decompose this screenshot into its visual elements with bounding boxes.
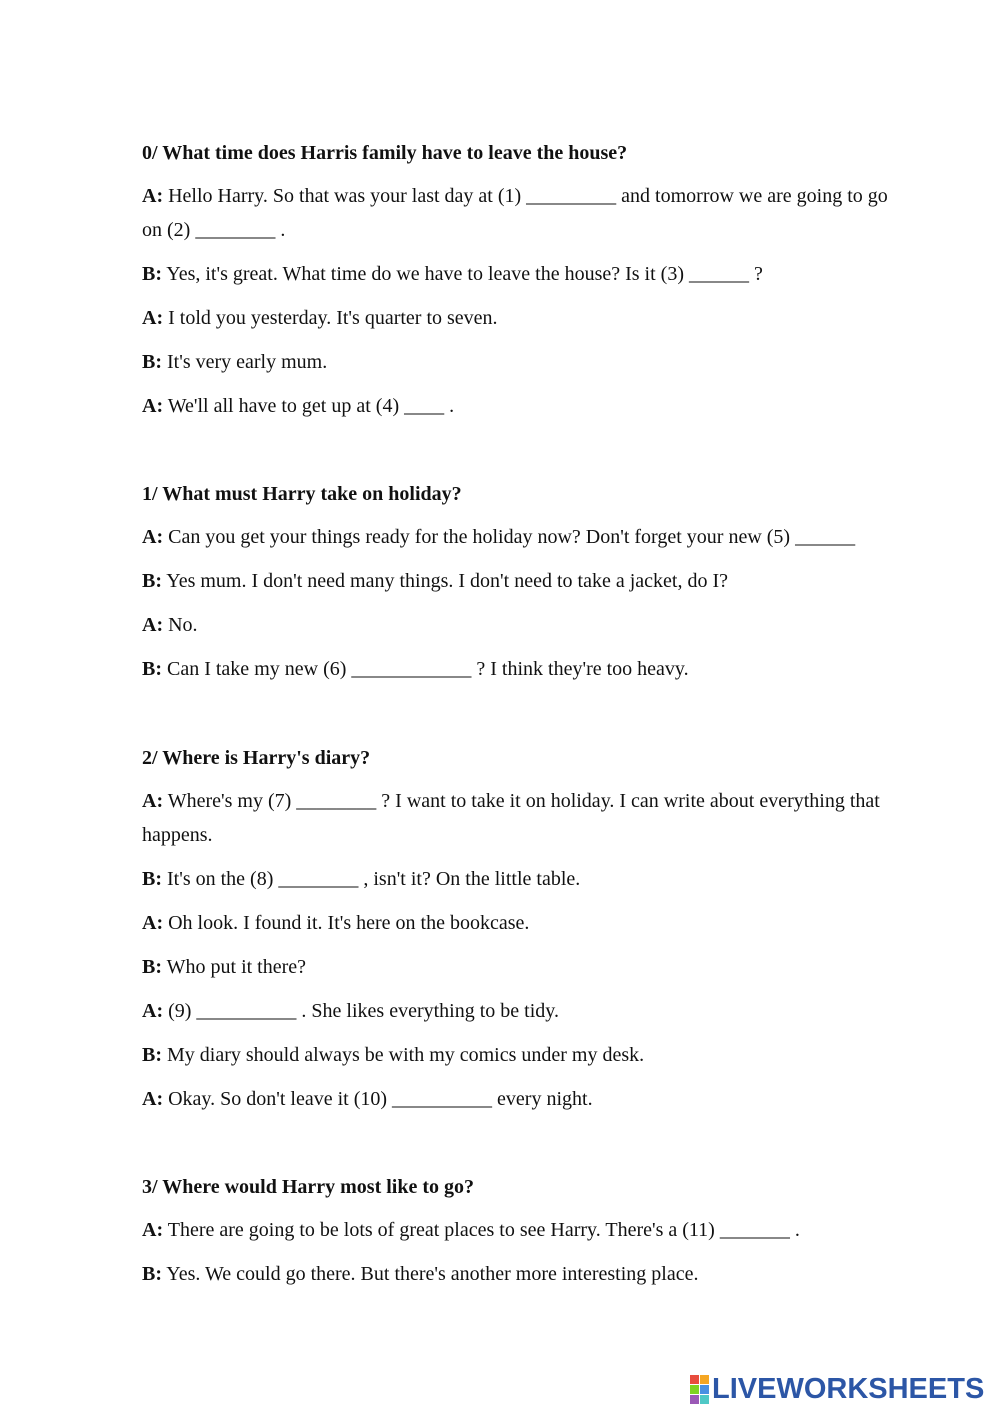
logo-block — [690, 1395, 699, 1404]
speaker-label: B: — [142, 1044, 162, 1066]
line-text: Yes mum. I don't need many things. I don't need to take a jacket, do I? — [162, 570, 728, 592]
section-1 — [142, 478, 912, 686]
section-heading: 1/ What must Harry take on holiday? — [142, 483, 462, 505]
line-text: Hello Harry. So that was your last day at (1) _________ and tomorrow we are going to go on (2) ________ . — [142, 185, 888, 241]
logo-blocks-icon — [690, 1375, 709, 1404]
line-text: No. — [163, 614, 198, 636]
line-text: Okay. So don't leave it (10) __________ every night. — [163, 1088, 593, 1110]
line-text: It's very early mum. — [162, 351, 328, 373]
speaker-label: A: — [142, 912, 164, 934]
dialogue-line — [142, 1257, 912, 1291]
speaker-label: B: — [142, 868, 162, 890]
logo-text: LIVEWORKSHEETS — [712, 1372, 985, 1405]
line-text: Oh look. I found it. It's here on the bookcase. — [163, 912, 530, 934]
speaker-label: B: — [142, 658, 162, 680]
line-text: My diary should always be with my comics under my desk. — [162, 1044, 645, 1066]
section-0 — [142, 137, 912, 423]
dialogue-line — [142, 520, 912, 554]
speaker-label: B: — [142, 1263, 162, 1285]
line-text: (9) __________ . She likes everything to be tidy. — [163, 1000, 559, 1022]
speaker-label: A: — [142, 185, 164, 207]
speaker-label: B: — [142, 956, 162, 978]
dialogue-line — [142, 1213, 912, 1247]
line-text: Where's my (7) ________ ? I want to take it on holiday. I can write about everything that happens. — [142, 790, 880, 846]
speaker-label: A: — [142, 1088, 164, 1110]
dialogue-line — [142, 906, 912, 940]
dialogue-line — [142, 862, 912, 896]
dialogue-line — [142, 345, 912, 379]
logo-block — [700, 1385, 709, 1394]
dialogue-line — [142, 179, 912, 247]
line-text: Can you get your things ready for the holiday now? Don't forget your new (5) ______ — [163, 526, 856, 548]
line-text: Who put it there? — [162, 956, 307, 978]
liveworksheets-logo[interactable] — [690, 1372, 984, 1406]
speaker-label: B: — [142, 570, 162, 592]
line-text: It's on the (8) ________ , isn't it? On the little table. — [162, 868, 581, 890]
logo-block — [700, 1395, 709, 1404]
line-text: We'll all have to get up at (4) ____ . — [163, 395, 455, 417]
speaker-label: A: — [142, 1000, 164, 1022]
section-heading: 0/ What time does Harris family have to leave the house? — [142, 142, 628, 164]
section-3 — [142, 1171, 912, 1291]
speaker-label: A: — [142, 614, 164, 636]
section-heading: 3/ Where would Harry most like to go? — [142, 1176, 475, 1198]
dialogue-line — [142, 784, 912, 852]
section-heading: 2/ Where is Harry's diary? — [142, 747, 371, 769]
line-text: There are going to be lots of great places to see Harry. There's a (11) _______ . — [163, 1219, 800, 1241]
dialogue-line — [142, 1082, 912, 1116]
dialogue-line — [142, 950, 912, 984]
dialogue-line — [142, 257, 912, 291]
line-text: Can I take my new (6) ____________ ? I think they're too heavy. — [162, 658, 689, 680]
dialogue-line — [142, 389, 912, 423]
section-2 — [142, 742, 912, 1116]
speaker-label: A: — [142, 1219, 164, 1241]
dialogue-line — [142, 608, 912, 642]
line-text: Yes. We could go there. But there's another more interesting place. — [162, 1263, 699, 1285]
speaker-label: A: — [142, 307, 164, 329]
dialogue-line — [142, 564, 912, 598]
dialogue-line — [142, 652, 912, 686]
logo-block — [690, 1375, 699, 1384]
logo-block — [700, 1375, 709, 1384]
dialogue-line — [142, 1038, 912, 1072]
line-text: Yes, it's great. What time do we have to leave the house? Is it (3) ______ ? — [162, 263, 763, 285]
line-text: I told you yesterday. It's quarter to seven. — [163, 307, 498, 329]
speaker-label: B: — [142, 263, 162, 285]
speaker-label: B: — [142, 351, 162, 373]
speaker-label: A: — [142, 526, 164, 548]
dialogue-line — [142, 301, 912, 335]
speaker-label: A: — [142, 395, 164, 417]
logo-block — [690, 1385, 699, 1394]
dialogue-line — [142, 994, 912, 1028]
speaker-label: A: — [142, 790, 164, 812]
